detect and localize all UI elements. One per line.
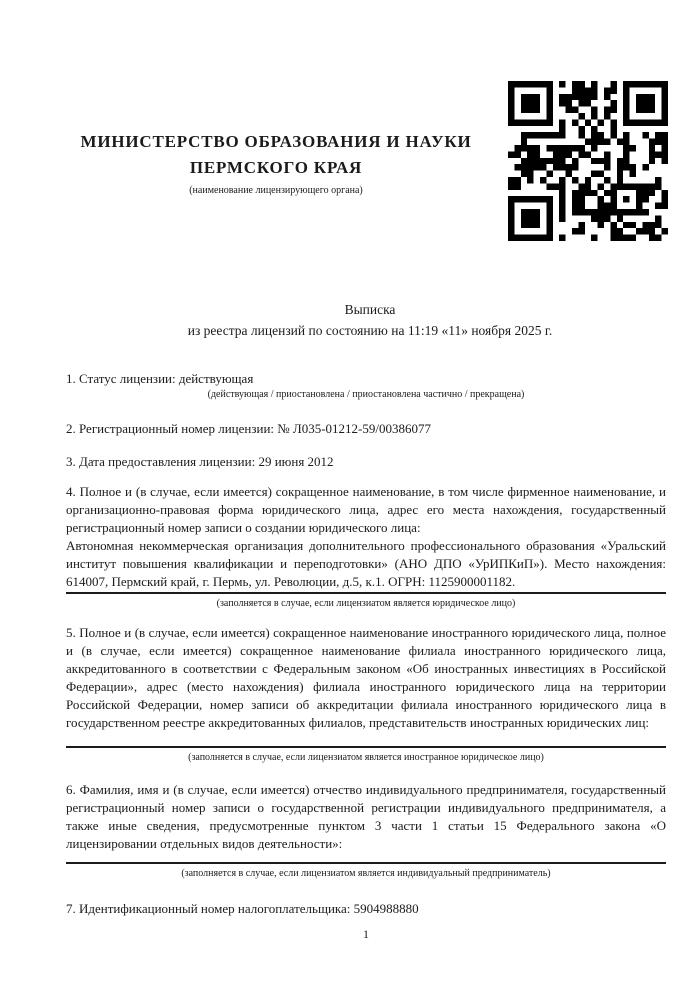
item-7-taxpayer-id: 7. Идентификационный номер налогоплательщика: 5904988880: [66, 901, 419, 916]
authority-name-line2: ПЕРМСКОГО КРАЯ: [189, 158, 363, 177]
page-number: 1: [363, 927, 369, 941]
licensing-authority: [40, 129, 512, 198]
item-6-individual-entrepreneur: 6. Фамилия, имя и (в случае, если имеется) отчество индивидуального предпринимателя, государственный регистрационный номер записи о государственной регистрации индивидуального предпринимателя, а также иные сведения, предусмотренные пунктом 3 части 1 статьи 15 Федерального закона «О лицензировании отдельных видов деятельности»:: [66, 782, 666, 851]
item-4-text: 4. Полное и (в случае, если имеется) сокращенное наименование, в том числе фирменное наименование, и организационно-правовая форма юридического лица, адрес его места нахождения, государственный регистрационный номер записи о создании юридического лица:: [66, 484, 666, 535]
item-4-value: Автономная некоммерческая организация дополнительного профессионального образования «Уральский институт повышения квалификации и переподготовки» (АНО ДПО «УрИПКиП»). Место нахождения: 614007, Пермский край, г. Пермь, ул. Революции, д.5, к.1. ОГРН: 1125900001182.: [66, 538, 666, 589]
fill-line-legal-entity: [66, 592, 666, 594]
item-6-caption: (заполняется в случае, если лицензиатом является индивидуальный предприниматель): [181, 868, 551, 879]
fill-line-foreign-entity: [66, 746, 666, 748]
item-2-registration-number: 2. Регистрационный номер лицензии: № Л035-01212-59/00386077: [66, 421, 432, 436]
authority-caption: (наименование лицензирующего органа): [189, 185, 363, 196]
item-1-caption: (действующая / приостановлена / приостановлена частично / прекращена): [207, 389, 525, 400]
item-1-license-status: 1. Статус лицензии: действующая: [66, 371, 254, 386]
document-title-block: [70, 299, 670, 341]
item-4-legal-entity: [66, 483, 666, 591]
item-5-foreign-entity: 5. Полное и (в случае, если имеется) сокращенное наименование иностранного юридического лица, полное и (в случае, если имеется) сокращенное наименование филиала иностранного юридического лица, аккредитованного в соответствии с Федеральным законом «Об иностранных инвестициях в Российской Федерации», адрес (место нахождения) филиала иностранного юридического лица на территории Российской Федерации, номер записи об аккредитации филиала иностранного юридического лица в государственном реестре аккредитованных филиалов, представительств иностранных юридических лиц:: [66, 625, 666, 730]
doc-subtitle: из реестра лицензий по состоянию на 11:19 «11» ноября 2025 г.: [187, 323, 553, 338]
doc-title: Выписка: [344, 302, 396, 317]
fill-line-individual-entrepreneur: [66, 862, 666, 864]
item-3-grant-date: 3. Дата предоставления лицензии: 29 июня 2012: [66, 454, 334, 469]
authority-name-line1: МИНИСТЕРСТВО ОБРАЗОВАНИЯ И НАУКИ: [80, 132, 472, 151]
item-4-caption: (заполняется в случае, если лицензиатом является юридическое лицо): [216, 598, 516, 609]
item-5-caption: (заполняется в случае, если лицензиатом является иностранное юридическое лицо): [188, 752, 544, 763]
qr-code: [508, 81, 668, 241]
